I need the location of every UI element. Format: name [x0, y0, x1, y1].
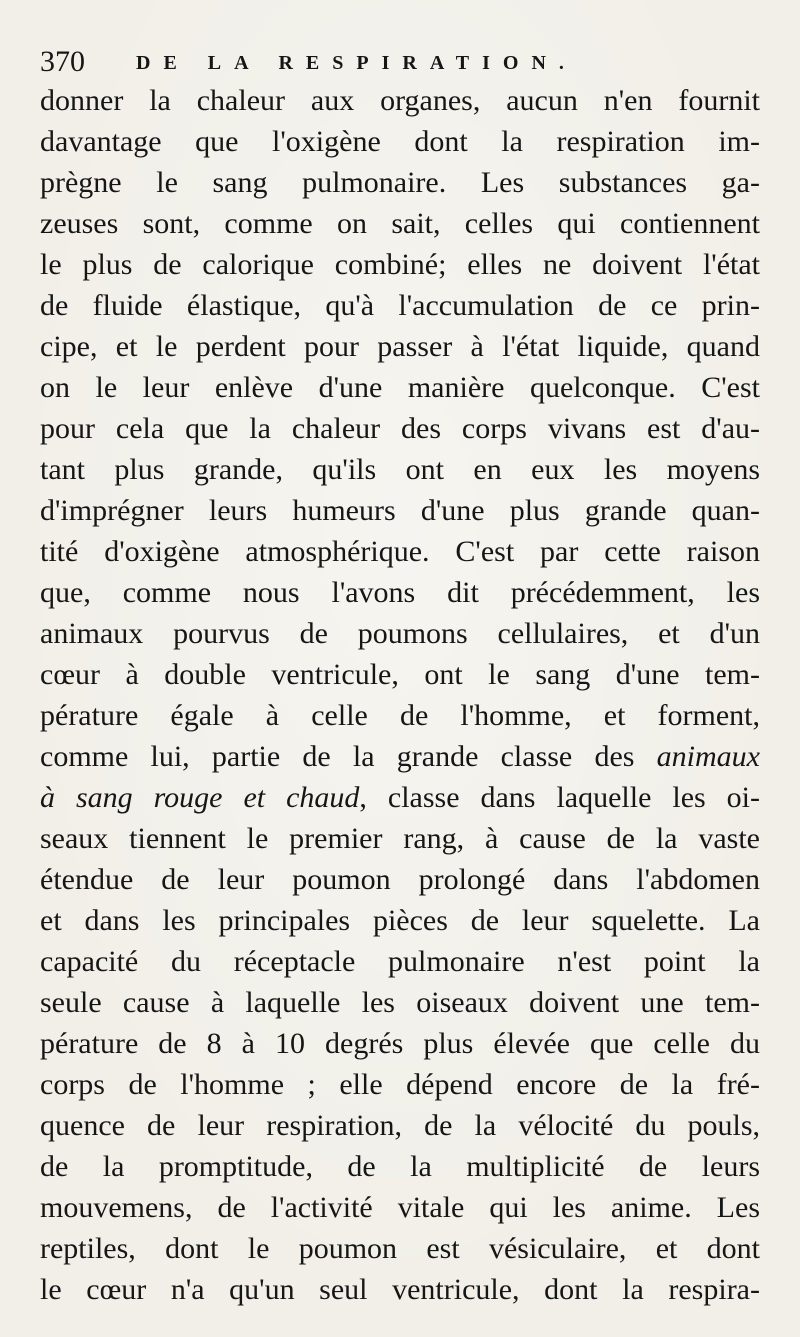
page-number: 370 [40, 45, 85, 78]
body-text [40, 80, 760, 1310]
text-line: le cœur n'a qu'un seul ventricule, dont la respira- [40, 1273, 760, 1306]
text-line: reptiles, dont le poumon est vésiculaire, et dont [40, 1232, 760, 1265]
text-line: seule cause à laquelle les oiseaux doivent une tem- [40, 986, 760, 1019]
text-line: tité d'oxigène atmosphérique. C'est par cette raison [40, 535, 760, 568]
italic-text: animaux [656, 740, 760, 773]
text-line: cipe, et le perdent pour passer à l'état liquide, quand [40, 330, 760, 363]
text-line: quence de leur respiration, de la vélocité du pouls, [40, 1109, 760, 1142]
text-segment: , classe dans laquelle les oi- [359, 781, 760, 814]
text-line [40, 777, 760, 818]
text-line: donner la chaleur aux organes, aucun n'en fournit [40, 84, 760, 117]
text-line: mouvemens, de l'activité vitale qui les anime. Les [40, 1191, 760, 1224]
text-line: corps de l'homme ; elle dépend encore de la fré- [40, 1068, 760, 1101]
text-line: cœur à double ventricule, ont le sang d'une tem- [40, 658, 760, 691]
page-header [40, 44, 760, 84]
text-line: zeuses sont, comme on sait, celles qui contiennent [40, 207, 760, 240]
italic-text: à sang rouge et chaud [40, 781, 360, 814]
text-line: de la promptitude, de la multiplicité de leurs [40, 1150, 760, 1183]
text-line: davantage que l'oxigène dont la respiration im- [40, 125, 760, 158]
text-line: pérature égale à celle de l'homme, et forment, [40, 699, 760, 732]
text-line: animaux pourvus de poumons cellulaires, et d'un [40, 617, 760, 650]
running-head: DE LA RESPIRATION. [136, 52, 577, 74]
text-line: que, comme nous l'avons dit précédemment, les [40, 576, 760, 609]
text-line: pour cela que la chaleur des corps vivans est d'au- [40, 412, 760, 445]
text-line: étendue de leur poumon prolongé dans l'abdomen [40, 863, 760, 896]
text-line [40, 736, 760, 777]
text-line: capacité du réceptacle pulmonaire n'est point la [40, 945, 760, 978]
text-line: prègne le sang pulmonaire. Les substances ga- [40, 166, 760, 199]
text-line: de fluide élastique, qu'à l'accumulation de ce prin- [40, 289, 760, 322]
text-segment: comme lui, partie de la grande classe des [40, 740, 657, 773]
text-line: pérature de 8 à 10 degrés plus élevée que celle du [40, 1027, 760, 1060]
text-line: le plus de calorique combiné; elles ne doivent l'état [40, 248, 760, 281]
text-line: on le leur enlève d'une manière quelconque. C'est [40, 371, 760, 404]
text-line: d'imprégner leurs humeurs d'une plus grande quan- [40, 494, 760, 527]
text-line: et dans les principales pièces de leur squelette. La [40, 904, 760, 937]
text-line: tant plus grande, qu'ils ont en eux les moyens [40, 453, 760, 486]
text-line: seaux tiennent le premier rang, à cause de la vaste [40, 822, 760, 855]
